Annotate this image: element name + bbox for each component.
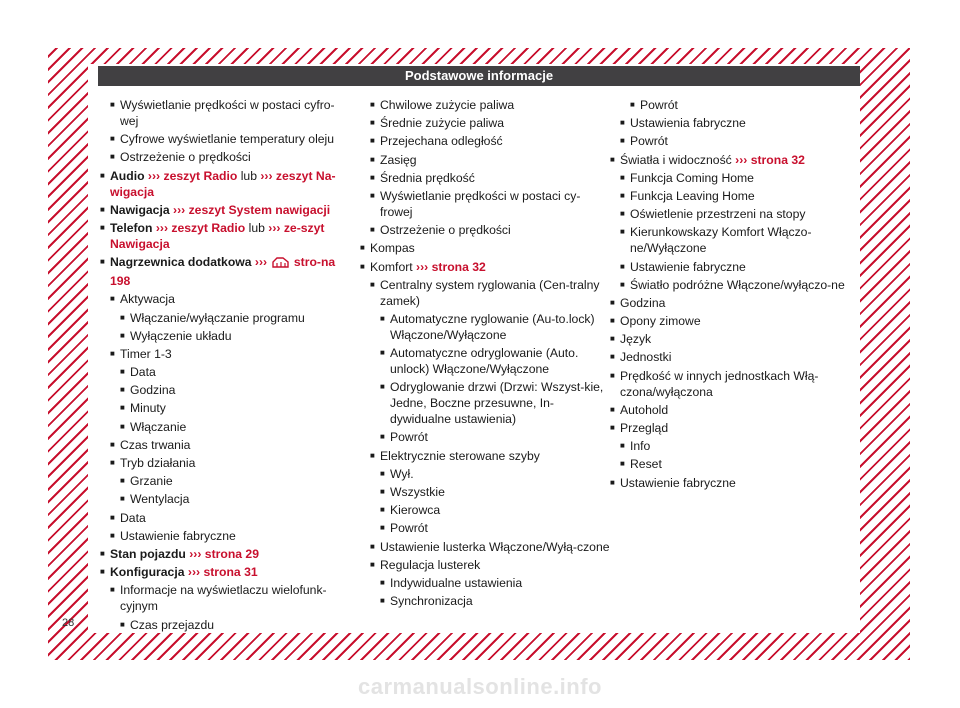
ref-connector: lub	[248, 220, 265, 235]
cross-reference-link[interactable]: zeszyt Radio	[163, 168, 238, 183]
list-item	[100, 202, 340, 218]
list-item-text: Powrót	[390, 430, 428, 445]
list-item-text: Włączanie	[130, 419, 187, 434]
list-item-text: Przegląd	[620, 421, 669, 435]
reference-arrow-icon: ›››	[251, 255, 271, 270]
list-item-text: Audio	[110, 168, 145, 183]
list-item-text: Minuty	[130, 401, 166, 416]
list-item-text: Ustawienie lusterka Włączone/Wyłą-czone	[380, 539, 610, 554]
list-item	[100, 546, 340, 562]
list-item-text: Średnia prędkość	[380, 170, 475, 185]
list-item-text: Synchronizacja	[390, 594, 473, 609]
list-item	[620, 456, 860, 472]
list-item-text: Automatyczne ryglowanie (Au-to.lock) Włączone/Wyłączone	[390, 311, 595, 342]
list-item-text: Wył.	[390, 466, 414, 481]
list-item-text: Ustawienie fabryczne	[120, 528, 236, 543]
list-item-text: Stan pojazdu	[110, 546, 186, 561]
list-item-text: Aktywacja	[120, 292, 175, 307]
list-item-text: Centralny system ryglowania (Cen-tralny zamek)	[380, 277, 600, 308]
list-item	[610, 313, 860, 329]
page-number: 28	[62, 617, 75, 629]
list-item-text: Cyfrowe wyświetlanie temperatury oleju	[120, 132, 335, 147]
cross-reference-link[interactable]: zeszyt System nawigacji	[188, 202, 331, 217]
list-item-text: Wszystkie	[390, 485, 445, 499]
list-item	[620, 438, 860, 454]
list-item	[380, 429, 610, 445]
cross-reference-link[interactable]: stro-na 198	[110, 255, 336, 289]
column-2	[370, 97, 610, 611]
cross-reference-link[interactable]: zeszyt Na-wigacja	[110, 168, 336, 199]
list-item	[620, 170, 860, 186]
list-item-text: Kierunkowskazy Komfort Włączo-ne/Wyłączone	[630, 225, 812, 256]
list-item-text: Jednostki	[620, 350, 672, 365]
reference-arrow-icon: ›››	[184, 565, 204, 580]
list-item	[370, 539, 610, 555]
cross-reference-link[interactable]: ze-szyt Nawigacja	[110, 220, 325, 251]
list-item	[120, 364, 340, 380]
list-item	[370, 133, 610, 149]
list-item-text: Data	[130, 365, 156, 380]
list-item-text: Ustawienie fabryczne	[620, 475, 736, 490]
list-item	[610, 368, 860, 400]
list-item-text: Nawigacja	[110, 202, 170, 217]
list-item	[110, 455, 340, 471]
list-item-text: Info	[630, 439, 651, 454]
list-item	[110, 291, 340, 307]
list-item	[620, 188, 860, 204]
list-item-text: Zasięg	[380, 152, 417, 167]
list-item	[370, 188, 610, 220]
watermark: carmanualsonline.info	[358, 674, 602, 699]
list-item	[110, 97, 340, 129]
list-item	[120, 419, 340, 435]
list-item-text: Godzina	[620, 295, 666, 310]
list-item	[620, 259, 860, 275]
list-item	[370, 277, 610, 309]
list-item	[610, 402, 860, 418]
cross-reference-link[interactable]: strona 32	[750, 152, 805, 167]
list-item-text: Czas przejazdu	[130, 617, 214, 632]
list-item	[380, 345, 610, 377]
list-item	[620, 133, 860, 149]
list-item	[380, 379, 610, 427]
reference-arrow-icon: ›››	[264, 220, 284, 235]
reference-arrow-icon: ›››	[169, 202, 189, 217]
list-item-text: Reset	[630, 457, 662, 472]
list-item-text: Powrót	[390, 521, 428, 536]
list-item	[370, 448, 610, 464]
list-item	[610, 475, 860, 491]
list-item	[110, 437, 340, 453]
list-item-text: Ustawienie fabryczne	[630, 259, 746, 274]
list-item-text: Ostrzeżenie o prędkości	[120, 150, 251, 165]
list-item	[610, 152, 860, 168]
page-header: Podstawowe informacje	[98, 66, 860, 86]
list-item	[110, 149, 340, 165]
list-item-text: Indywidualne ustawienia	[390, 575, 523, 590]
list-item	[370, 97, 610, 113]
list-item-text: Konfiguracja	[110, 565, 185, 580]
list-item-text: Elektrycznie sterowane szyby	[380, 448, 540, 463]
list-item	[360, 240, 610, 256]
list-item-text: Automatyczne odryglowanie (Auto. unlock) Włączone/Wyłączone	[390, 346, 579, 377]
list-item	[620, 277, 860, 293]
list-item	[620, 115, 860, 131]
list-item-text: Grzanie	[130, 474, 173, 489]
list-item-text: Włączanie/wyłączanie programu	[130, 310, 305, 325]
list-item	[120, 491, 340, 507]
list-item-text: Powrót	[640, 98, 678, 112]
list-item	[380, 502, 610, 518]
list-item-text: Ustawienia fabryczne	[630, 116, 746, 131]
list-item	[100, 168, 340, 200]
cross-reference-link[interactable]: strona 31	[203, 565, 258, 580]
list-item	[370, 170, 610, 186]
list-item	[120, 400, 340, 416]
list-item	[370, 115, 610, 131]
cross-reference-link[interactable]: strona 29	[204, 546, 259, 561]
column-1	[100, 97, 340, 635]
list-item	[100, 564, 340, 580]
list-item	[380, 311, 610, 343]
list-item	[360, 259, 610, 275]
list-item	[610, 349, 860, 365]
list-item	[100, 220, 340, 252]
list-item-text: Timer 1-3	[120, 346, 172, 361]
list-item	[110, 510, 340, 526]
list-item-text: Światła i widoczność	[620, 152, 732, 167]
list-item-text: Wyłączenie układu	[130, 328, 232, 343]
list-item-text: Opony zimowe	[620, 314, 701, 329]
list-item	[620, 206, 860, 222]
list-item	[370, 557, 610, 573]
reference-arrow-icon: ›››	[144, 168, 164, 183]
list-item	[370, 152, 610, 168]
list-item-text: Prędkość w innych jednostkach Włą-czona/wyłączona	[620, 368, 819, 399]
reference-arrow-icon: ›››	[185, 546, 205, 561]
reference-arrow-icon: ›››	[256, 168, 276, 183]
list-item	[110, 131, 340, 147]
list-item-text: Światło podróżne Włączone/wyłączo-ne	[630, 277, 845, 292]
list-item-text: Kierowca	[390, 503, 441, 518]
list-item	[620, 224, 860, 256]
list-item-text: Regulacja lusterek	[380, 557, 481, 572]
list-item-text: Powrót	[630, 134, 668, 149]
list-item	[380, 520, 610, 536]
list-item-text: Telefon	[110, 220, 153, 235]
list-item	[110, 346, 340, 362]
column-3	[620, 97, 860, 493]
cross-reference-link[interactable]: strona 32	[431, 259, 486, 274]
reference-arrow-icon: ›››	[731, 152, 751, 167]
list-item	[610, 420, 860, 436]
ref-connector: lub	[240, 168, 257, 183]
list-item	[120, 617, 340, 633]
list-item-text: Wyświetlanie prędkości w postaci cy-frowej	[380, 188, 581, 219]
list-item	[120, 473, 340, 489]
list-item	[380, 593, 610, 609]
list-item	[380, 484, 610, 500]
list-item	[370, 222, 610, 238]
list-item	[100, 254, 340, 289]
list-item-text: Chwilowe zużycie paliwa	[380, 98, 515, 112]
list-item-text: Język	[620, 332, 652, 347]
list-item-text: Komfort	[370, 259, 413, 274]
list-item-text: Funkcja Coming Home	[630, 170, 754, 185]
list-item-text: Wyświetlanie prędkości w postaci cyfro-wej	[120, 98, 335, 128]
list-item-text: Tryb działania	[120, 456, 196, 470]
list-item-text: Oświetlenie przestrzeni na stopy	[630, 207, 806, 222]
list-item-text: Kompas	[370, 241, 415, 256]
list-item-text: Ostrzeżenie o prędkości	[380, 223, 511, 238]
list-item-text: Średnie zużycie paliwa	[380, 116, 504, 131]
list-item	[120, 310, 340, 326]
reference-arrow-icon: ›››	[412, 259, 432, 274]
list-item-text: Przejechana odległość	[380, 134, 503, 149]
list-item-text: Odryglowanie drzwi (Drzwi: Wszyst-kie, Jedne, Boczne przesuwne, In-dywidualne ustawienia)	[390, 380, 604, 427]
list-item	[380, 575, 610, 591]
list-item	[110, 582, 340, 614]
list-item	[110, 528, 340, 544]
reference-arrow-icon: ›››	[152, 220, 172, 235]
list-item-text: Autohold	[620, 402, 669, 417]
list-item	[610, 331, 860, 347]
list-item	[120, 328, 340, 344]
list-item	[120, 382, 340, 398]
list-item-text: Wentylacja	[130, 492, 190, 507]
list-item	[380, 466, 610, 482]
cross-reference-link[interactable]: zeszyt Radio	[171, 220, 246, 235]
list-item	[610, 295, 860, 311]
list-item-text: Data	[120, 510, 146, 525]
list-item	[630, 97, 860, 113]
list-item-text: Funkcja Leaving Home	[630, 188, 755, 203]
list-item-text: Nagrzewnica dodatkowa	[110, 255, 252, 270]
list-item-text: Informacje na wyświetlaczu wielofunk-cyjnym	[120, 583, 327, 614]
heater-icon	[271, 255, 291, 273]
list-item-text: Godzina	[130, 383, 176, 398]
list-item-text: Czas trwania	[120, 437, 191, 452]
